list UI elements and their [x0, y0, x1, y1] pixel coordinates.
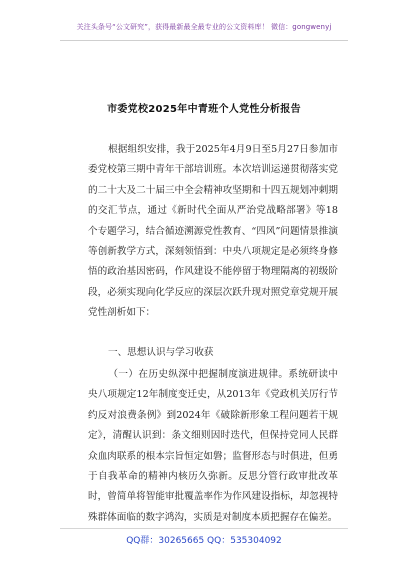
- header-divider: [60, 40, 348, 41]
- paragraph-2: [88, 365, 338, 528]
- section-heading-1: 一、思想认识与学习收获: [108, 347, 214, 358]
- document-title: 市委党校2025年中青班个人党性分析报告: [107, 104, 301, 115]
- header-promo-text: 关注头条号“公文研究”，获得最新最全最专业的公文资料库！ 微信：gongwenyj: [76, 23, 332, 31]
- paragraph-1-text: 根据组织安排，我于2025年4月9日至5月27日参加市委党校第三期中青年干部培训班。本次培训运递贯彻落实党的二十大及二十届三中全会精神攻坚期和十四五规划冲刺期的交汇节点，通过《新时代全面从严治党战略部署》等18个专题学习，结合循迹溯源党性教育、“四风”问题情景推演等创新教学方式，深刻领悟到：中央八项规定是必须终身修悟的政治基因密码，作风建设不能停留于物理隔离的初级阶段，必须实现向化学反应的深层次跃升现对照党章党规开展党性剖析如下：: [88, 144, 338, 319]
- footer-divider: [60, 528, 348, 529]
- paragraph-2-text: （一）在历史纵深中把握制度演进规律。系统研读中央八项规定12年制度变迁史，从2013年《党政机关厉行节约反对浪费条例》到2024年《破除新形象工程问题若干规定》，清醒认识到：条文细则因时迭代，但保持党同人民群众血肉联系的根本宗旨恒定如磐；监督形态与时俱进，但勇于自我革命的精神内核历久弥新。反思分管行政审批改革时，曾简单将智能审批覆盖率作为作风建设指标，却忽视特殊群体面临的数字鸿沟，实质是对制度本质把握存在偏差。: [88, 369, 338, 523]
- paragraph-1: [88, 140, 338, 324]
- footer-contact-text: QQ群：30265665 QQ：535304092: [126, 536, 282, 546]
